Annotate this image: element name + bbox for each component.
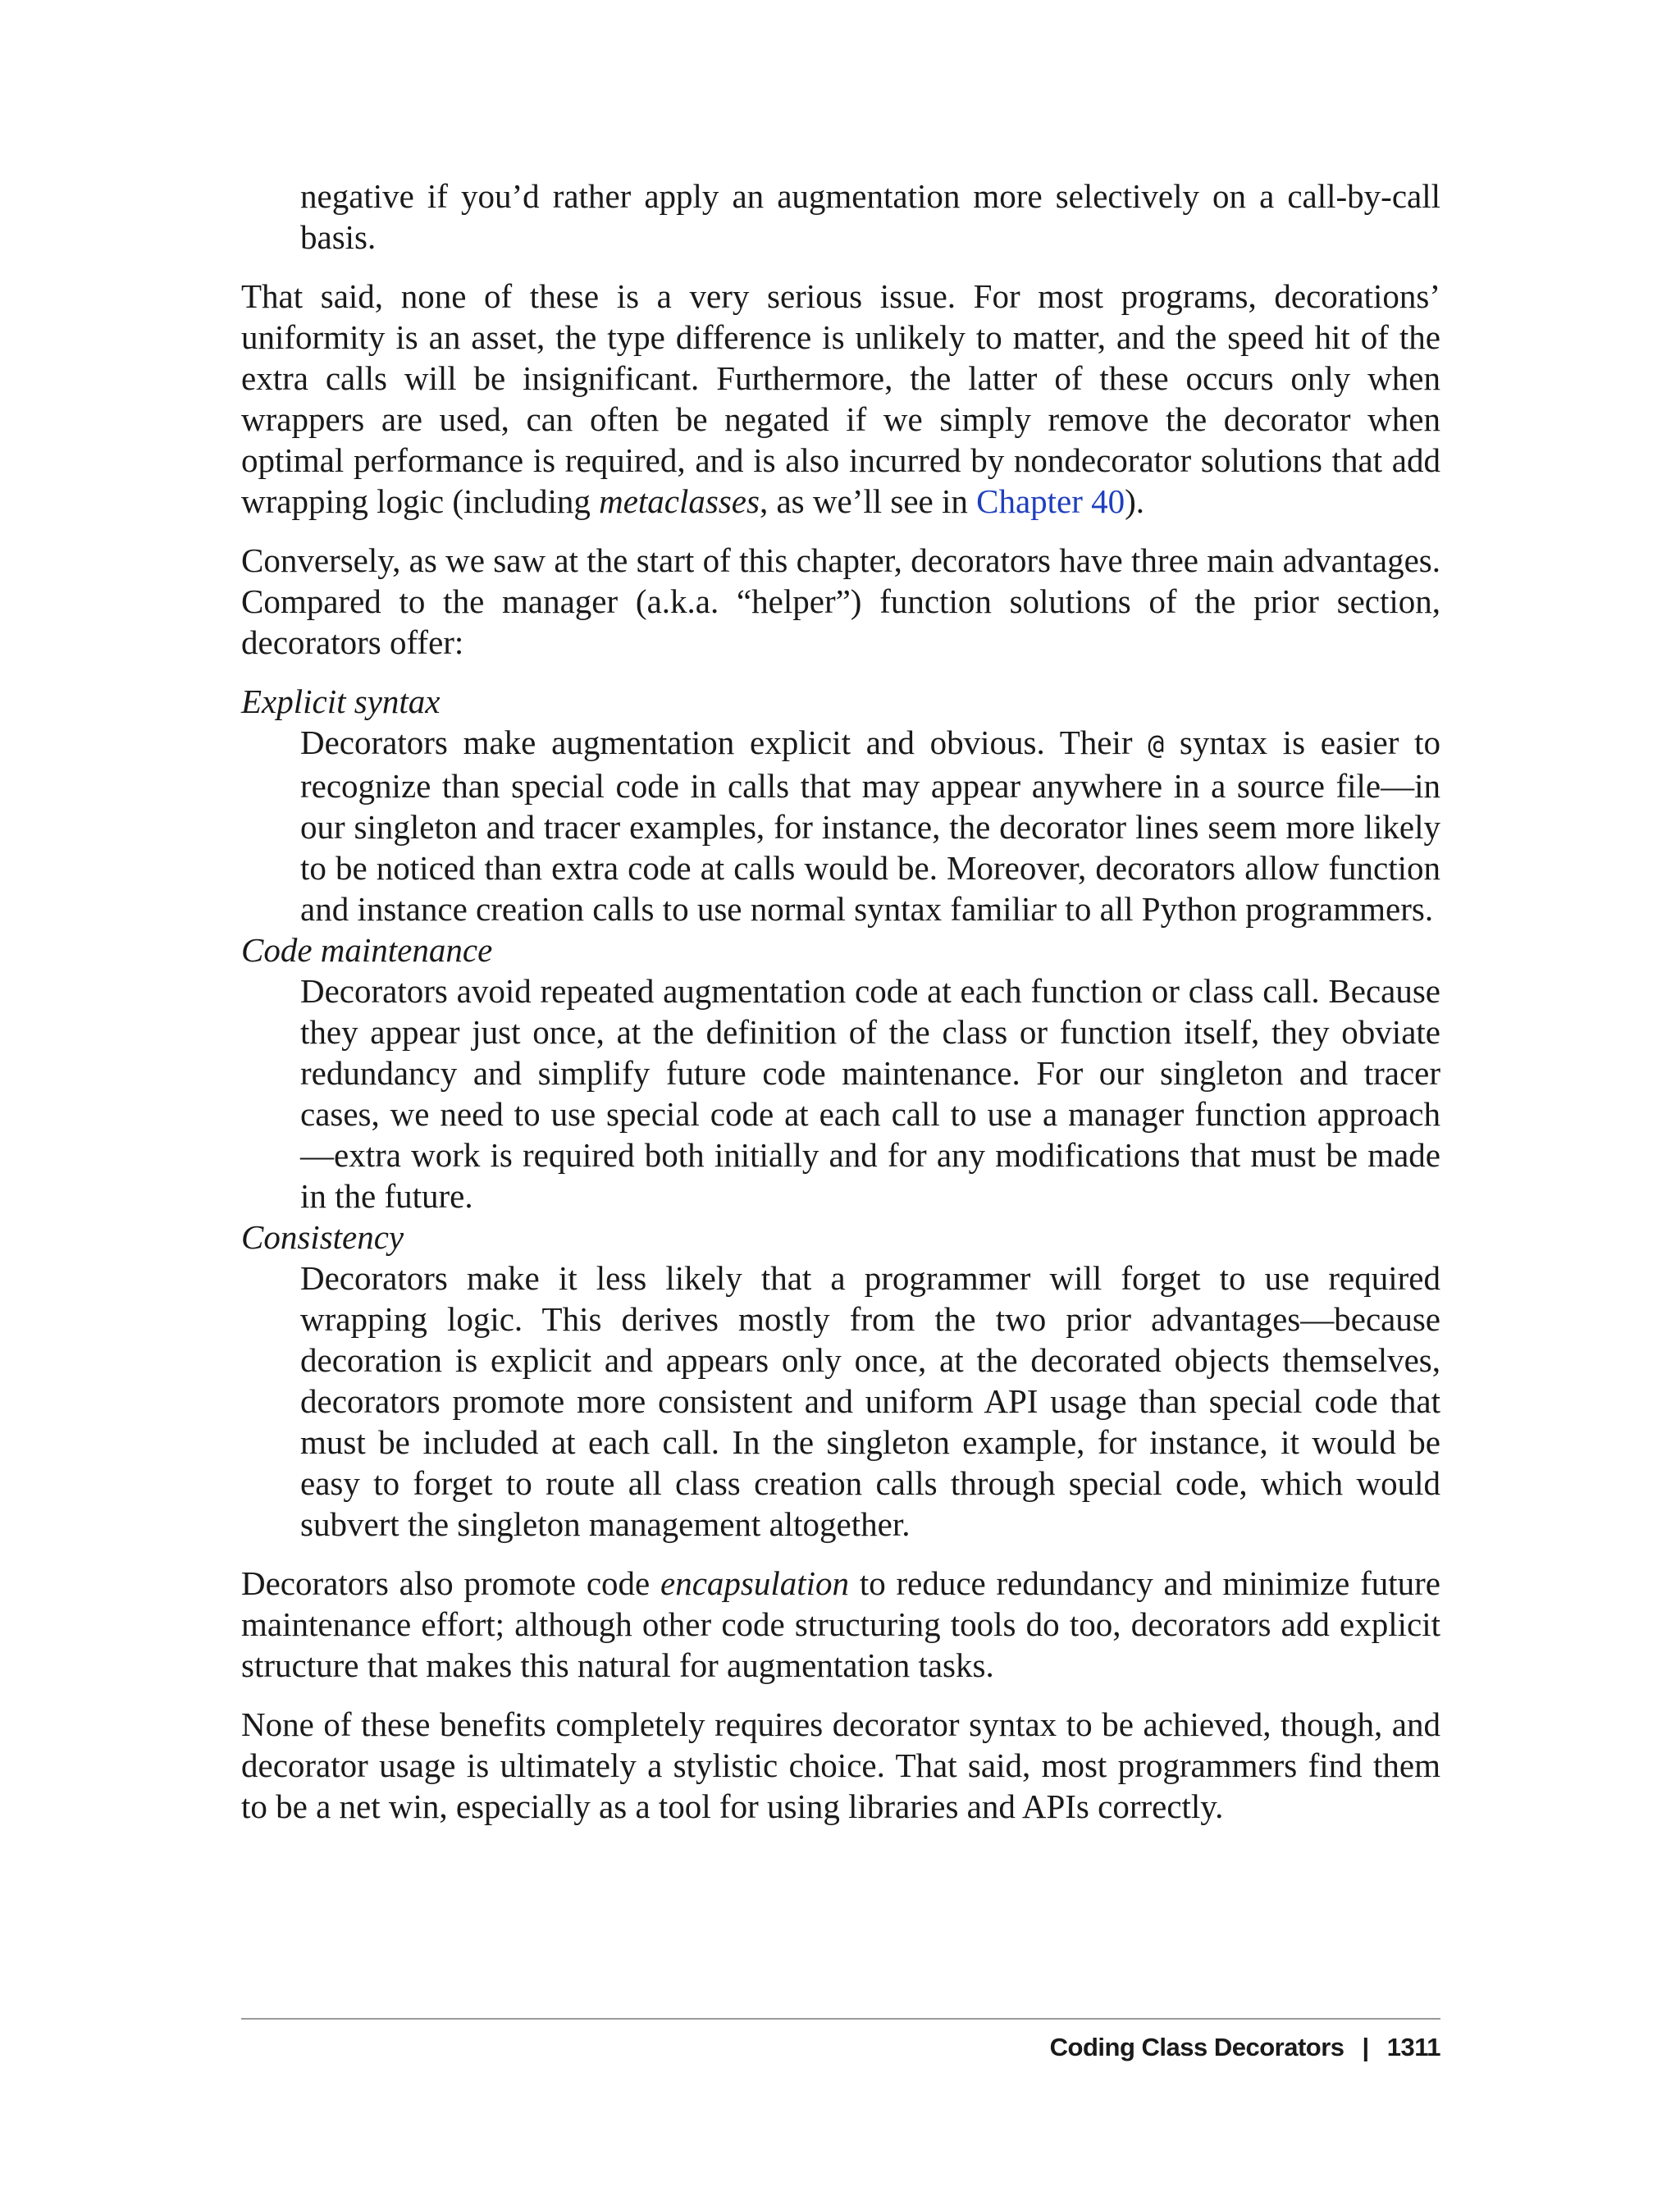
text-run: syntax is easier to recognize than special code in calls that may appear anywhere in a source file—in our singleton and tracer examples, for instance, the decorator lines seem more likely to be noticed than extra code at calls would be. Moreover, decorators allow function and instance creation calls to use normal syntax familiar to all Python programmers. (300, 724, 1440, 928)
term-code-maintenance: Code maintenance (241, 931, 493, 969)
definition-consistency: Decorators make it less likely that a programmer will forget to use required wrapping logic. This derives mostly from the two prior advantages—because decoration is explicit and appears only once, at the decorated objects themselves, decorators promote more consistent and uniform API usage than special code that must be included at each call. In the singleton example, for instance, it would be easy to forget to route all class creation calls through special code, which would subvert the singleton management altogether. (300, 1259, 1440, 1543)
footer-separator: | (1362, 2033, 1369, 2061)
emphasis-encapsulation: encapsulation (660, 1564, 850, 1602)
text-run: That said, none of these is a very serious issue. For most programs, decorations’ uniformity is an asset, the type difference is unlikely to matter, and the speed hit of the extra calls will be insignificant. Furthermore, the latter of these occurs only when wrappers are used, can often be negated if we simply remove the decorator when optimal performance is required, and is also incurred by nondecorator solutions that add wrapping logic (including (241, 277, 1440, 520)
definition-explicit-syntax (300, 722, 1440, 929)
continued-paragraph: negative if you’d rather apply an augmentation more selectively on a call-by-call basis. (300, 177, 1440, 256)
page-body (241, 176, 1440, 1845)
definition-code-maintenance: Decorators avoid repeated augmentation code at each function or class call. Because they appear just once, at the definition of the class or function itself, they obviate redundancy and simplify future code maintenance. For our singleton and tracer cases, we need to use special code at each call to use a manager function approach—extra work is required both initially and for any modifications that must be made in the future. (300, 972, 1440, 1215)
paragraph-drawbacks-summary (241, 276, 1440, 522)
footer-rule (241, 2018, 1440, 2020)
text-run: Decorators also promote code (241, 1564, 661, 1602)
paragraph-conclusion: None of these benefits completely requires decorator syntax to be achieved, though, and decorator usage is ultimately a stylistic choice. That said, most programmers find them to be a net win, especially as a tool for using libraries and APIs correctly. (241, 1705, 1440, 1825)
paragraph-encapsulation (241, 1563, 1440, 1686)
text-run: , as we’ll see in (759, 482, 977, 520)
at-symbol-code: @ (1148, 728, 1165, 760)
page-number: 1311 (1386, 2033, 1440, 2061)
term-explicit-syntax: Explicit syntax (241, 682, 441, 720)
text-run: Decorators make augmentation explicit and obvious. Their (300, 724, 1148, 761)
text-run: ). (1125, 482, 1145, 520)
text-run: to reduce redundancy and minimize future maintenance effort; although other code structuring tools do too, decorators add explicit structure that makes this natural for augmentation tasks. (241, 1564, 1440, 1684)
term-consistency: Consistency (241, 1218, 404, 1256)
paragraph-advantages-intro: Conversely, as we saw at the start of this chapter, decorators have three main advantages. Compared to the manager (a.k.a. “helper”) function solutions of the prior section, decorators offer: (241, 541, 1440, 661)
page-footer (1050, 2033, 1440, 2062)
chapter-40-link[interactable]: Chapter 40 (976, 482, 1125, 520)
emphasis-metaclasses: metaclasses (599, 482, 760, 520)
advantages-list (241, 681, 1440, 1545)
footer-section-title: Coding Class Decorators (1049, 2033, 1344, 2061)
